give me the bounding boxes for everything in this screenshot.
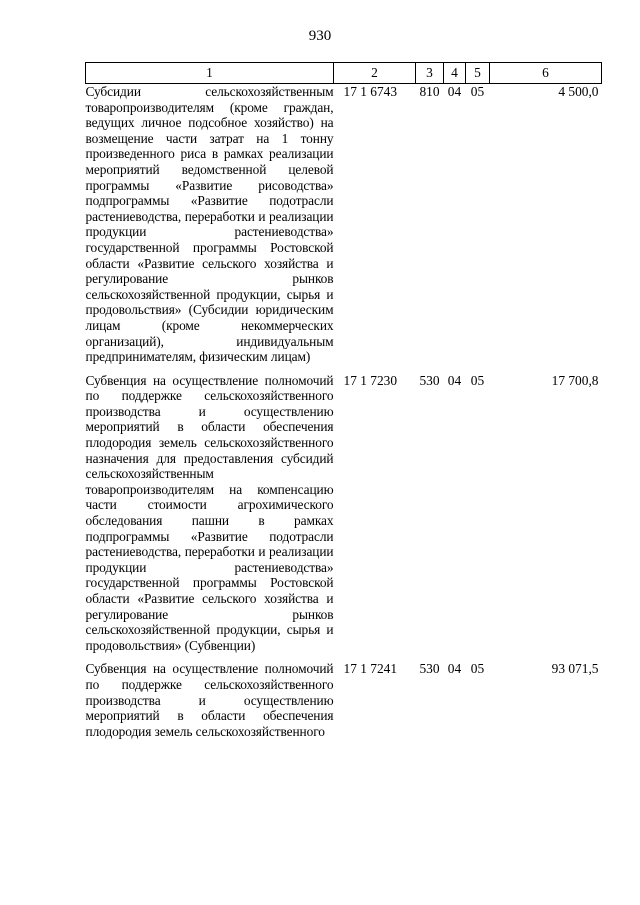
- amount-value: 93 071,5: [551, 661, 599, 677]
- section-code: 04: [447, 372, 462, 388]
- table-row: [86, 365, 602, 654]
- expense-type-code: 530: [419, 661, 440, 677]
- budget-table: [85, 62, 602, 739]
- column-header-4: 4: [444, 63, 466, 84]
- expense-type-code: 530: [419, 372, 440, 388]
- expense-type-code: 810: [419, 84, 440, 99]
- row-description: Субвенция на осуществление полномочий по поддержке сельскохозяйственного производства и осуществлению мероприятий в области обеспечения плодородия земель сельскохозяйственного назначения для предоставления субсидий сельскохозяйственным товаропроизводителям на компенсацию части стоимости агрохимического обследования пашни в рамках подпрограммы «Развитие подотрасли растениеводства, переработки и реализации продукции растениеводства» государственной программы Ростовской области «Развитие сельского хозяйства и регулирование рынков сельскохозяйственной продукции, сырья и продовольствия» (Субвенции): [85, 372, 334, 653]
- column-header-3: 3: [416, 63, 444, 84]
- target-article-code: 17 1 7230: [343, 372, 398, 388]
- amount-value: 4 500,0: [558, 84, 599, 99]
- amount-value: 17 700,8: [551, 372, 599, 388]
- table-header-row: [86, 63, 602, 84]
- subsection-code: 05: [470, 661, 485, 677]
- target-article-code: 17 1 6743: [343, 84, 398, 99]
- table-row: [86, 84, 602, 365]
- subsection-code: 05: [470, 84, 485, 99]
- row-description: Субвенция на осуществление полномочий по поддержке сельскохозяйственного производства и осуществлению мероприятий в области обеспечения плодородия земель сельскохозяйственного: [85, 661, 334, 739]
- column-header-1: 1: [86, 63, 334, 84]
- column-header-2: 2: [334, 63, 416, 84]
- section-code: 04: [447, 661, 462, 677]
- page-number: 930: [308, 28, 332, 44]
- target-article-code: 17 1 7241: [343, 661, 398, 677]
- column-header-6: 6: [490, 63, 602, 84]
- row-description: Субсидии сельскохозяйственным товаропроизводителям (кроме граждан, ведущих личное подсобное хозяйство) на возмещение части затрат на 1 тонну произведенного риса в рамках реализации мероприятий ведомственной целевой программы «Развитие рисоводства» подпрограммы «Развитие подотрасли растениеводства, переработки и реализации продукции растениеводства» государственной программы Ростовской области «Развитие сельского хозяйства и регулирование рынков сельскохозяйственной продукции, сырья и продовольствия» (Субсидии юридическим лицам (кроме некоммерческих организаций), индивидуальным предпринимателям, физическим лицам): [85, 84, 334, 365]
- section-code: 04: [447, 84, 462, 99]
- column-header-5: 5: [466, 63, 490, 84]
- subsection-code: 05: [470, 372, 485, 388]
- table-row: [86, 653, 602, 739]
